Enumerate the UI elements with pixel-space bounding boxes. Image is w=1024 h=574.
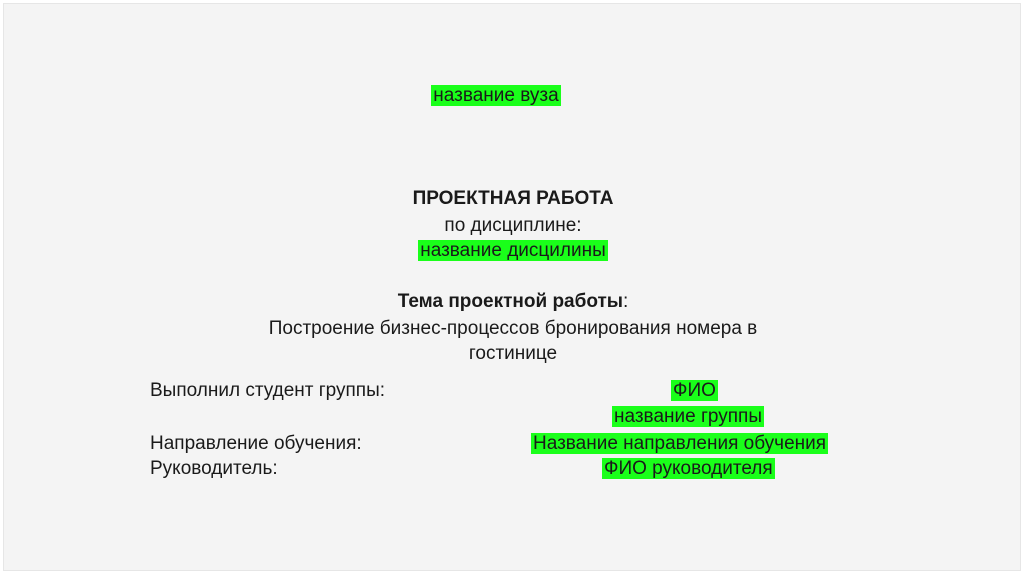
discipline-label: по дисциплине: bbox=[444, 215, 582, 236]
student-name: ФИО bbox=[673, 380, 716, 401]
student-label: Выполнил студент группы: bbox=[150, 380, 386, 401]
group-row bbox=[612, 405, 764, 429]
topic-label: Тема проектной работы bbox=[397, 291, 624, 312]
topic-line-2: гостинице bbox=[468, 343, 558, 364]
topic-line-1: Построение бизнес-процессов бронирования номера в bbox=[268, 318, 758, 339]
topic-heading bbox=[4, 290, 1022, 314]
topic-colon: : bbox=[623, 291, 629, 312]
supervisor-label: Руководитель: bbox=[150, 458, 278, 479]
discipline-name: название дисцилины bbox=[420, 240, 606, 261]
discipline-row bbox=[4, 239, 1022, 263]
title-slide bbox=[3, 3, 1021, 571]
supervisor-row bbox=[602, 457, 775, 481]
student-name-row bbox=[671, 379, 718, 403]
university-name: название вуза bbox=[433, 85, 559, 106]
direction-label: Направление обучения: bbox=[150, 433, 362, 454]
direction-row bbox=[531, 432, 828, 456]
supervisor-name: ФИО руководителя bbox=[604, 458, 773, 479]
group-name: название группы bbox=[614, 406, 762, 427]
direction-name: Название направления обучения bbox=[533, 433, 827, 454]
university-row bbox=[4, 84, 1022, 108]
work-title: ПРОЕКТНАЯ РАБОТА bbox=[412, 188, 614, 209]
